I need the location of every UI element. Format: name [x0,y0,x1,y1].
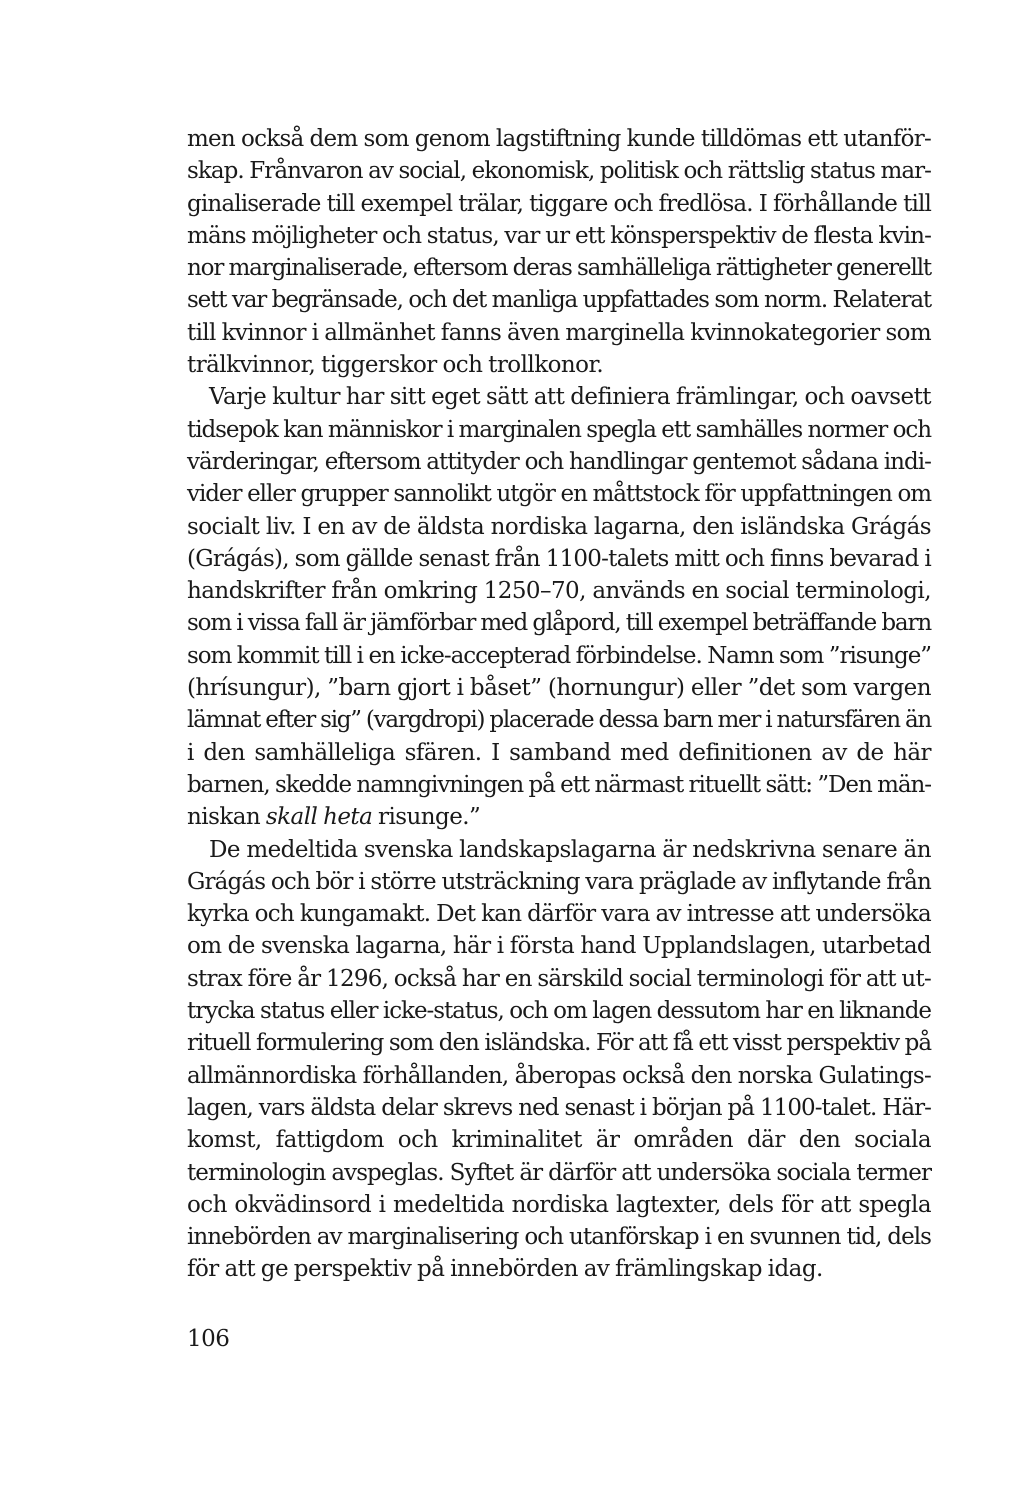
text-line: kyrka och kungamakt. Det kan därför vara av intresse att undersöka [187,901,931,928]
text-line: Grágás och bör i större utsträckning vara präglade av inflytande från [187,868,931,895]
text-line: vider eller grupper sannolikt utgör en måttstock för uppfattningen om [187,481,931,508]
body-text [187,123,931,1286]
text-line: terminologin avspeglas. Syftet är därför att undersöka sociala termer [187,1159,931,1186]
paragraph-1 [187,123,931,381]
text-line: rituell formulering som den isländska. För att få ett visst perspektiv på [187,1030,931,1057]
text-line: innebörden av marginalisering och utanförskap i en svunnen tid, dels [187,1224,931,1251]
text-run: niskan [187,804,266,831]
text-line: sett var begränsade, och det manliga uppfattades som norm. Relaterat [187,287,931,314]
text-line: Varje kultur har sitt eget sätt att definiera främlingar, och oavsett [209,384,931,411]
text-line: i den samhälleliga sfären. I samband med definitionen av de här [187,739,931,766]
text-line [187,801,931,833]
page-number: 106 [187,1326,230,1352]
text-run: risunge.” [372,804,481,831]
text-line: trycka status eller icke-status, och om lagen dessutom har en liknande [187,998,931,1025]
text-line: och okvädinsord i medeltida nordiska lagtexter, dels för att spegla [187,1191,931,1218]
text-line: till kvinnor i allmänhet fanns även marginella kvinnokategorier som [187,319,931,346]
text-line: för att ge perspektiv på innebörden av främlingskap idag. [187,1256,823,1283]
text-line: lagen, vars äldsta delar skrevs ned senast i början på 1100-talet. Här- [187,1094,931,1121]
text-line: nor marginaliserade, eftersom deras samhälleliga rättigheter generellt [187,255,931,282]
text-line: värderingar, eftersom attityder och handlingar gentemot sådana indi- [187,448,931,475]
text-line: strax före år 1296, också har en särskild social terminologi för att ut- [187,965,931,992]
text-line: (Grágás), som gällde senast från 1100-talets mitt och finns bevarad i [187,545,931,572]
text-line: som kommit till i en icke-accepterad förbindelse. Namn som ”risunge” [187,642,931,669]
text-line: skap. Frånvaron av social, ekonomisk, politisk och rättslig status mar- [187,158,931,185]
text-line: men också dem som genom lagstiftning kunde tilldömas ett utanför- [187,126,931,152]
text-line: allmännordiska förhållanden, åberopas också den norska Gulatings- [187,1062,931,1089]
text-line: som i vissa fall är jämförbar med glåpord, till exempel beträffande barn [187,610,931,637]
text-line: socialt liv. I en av de äldsta nordiska lagarna, den isländska Grágás [187,513,931,540]
text-line: om de svenska lagarna, här i första hand Upplandslagen, utarbetad [187,933,931,960]
text-line: ginaliserade till exempel trälar, tiggare och fredlösa. I förhållande till [187,190,931,217]
text-line: mäns möjligheter och status, var ur ett könsperspektiv de flesta kvin- [187,222,931,249]
text-line: komst, fattigdom och kriminalitet är områden där den sociala [187,1127,931,1154]
paragraph-2 [187,381,931,833]
text-line: (hrísungur), ”barn gjort i båset” (hornungur) eller ”det som vargen [187,675,931,702]
text-line: lämnat efter sig” (vargdropi) placerade dessa barn mer i natursfären än [187,707,931,734]
text-line: De medeltida svenska landskapslagarna är nedskrivna senare än [209,836,931,863]
italic-text: skall heta [265,804,373,831]
text-line: tidsepok kan människor i marginalen spegla ett samhälles normer och [187,416,931,443]
paragraph-3 [187,834,931,1286]
text-line: trälkvinnor, tiggerskor och trollkonor. [187,352,604,379]
text-line: barnen, skedde namngivningen på ett närmast rituellt sätt: ”Den män- [187,771,931,798]
text-line: handskrifter från omkring 1250–70, används en social terminologi, [187,578,931,605]
